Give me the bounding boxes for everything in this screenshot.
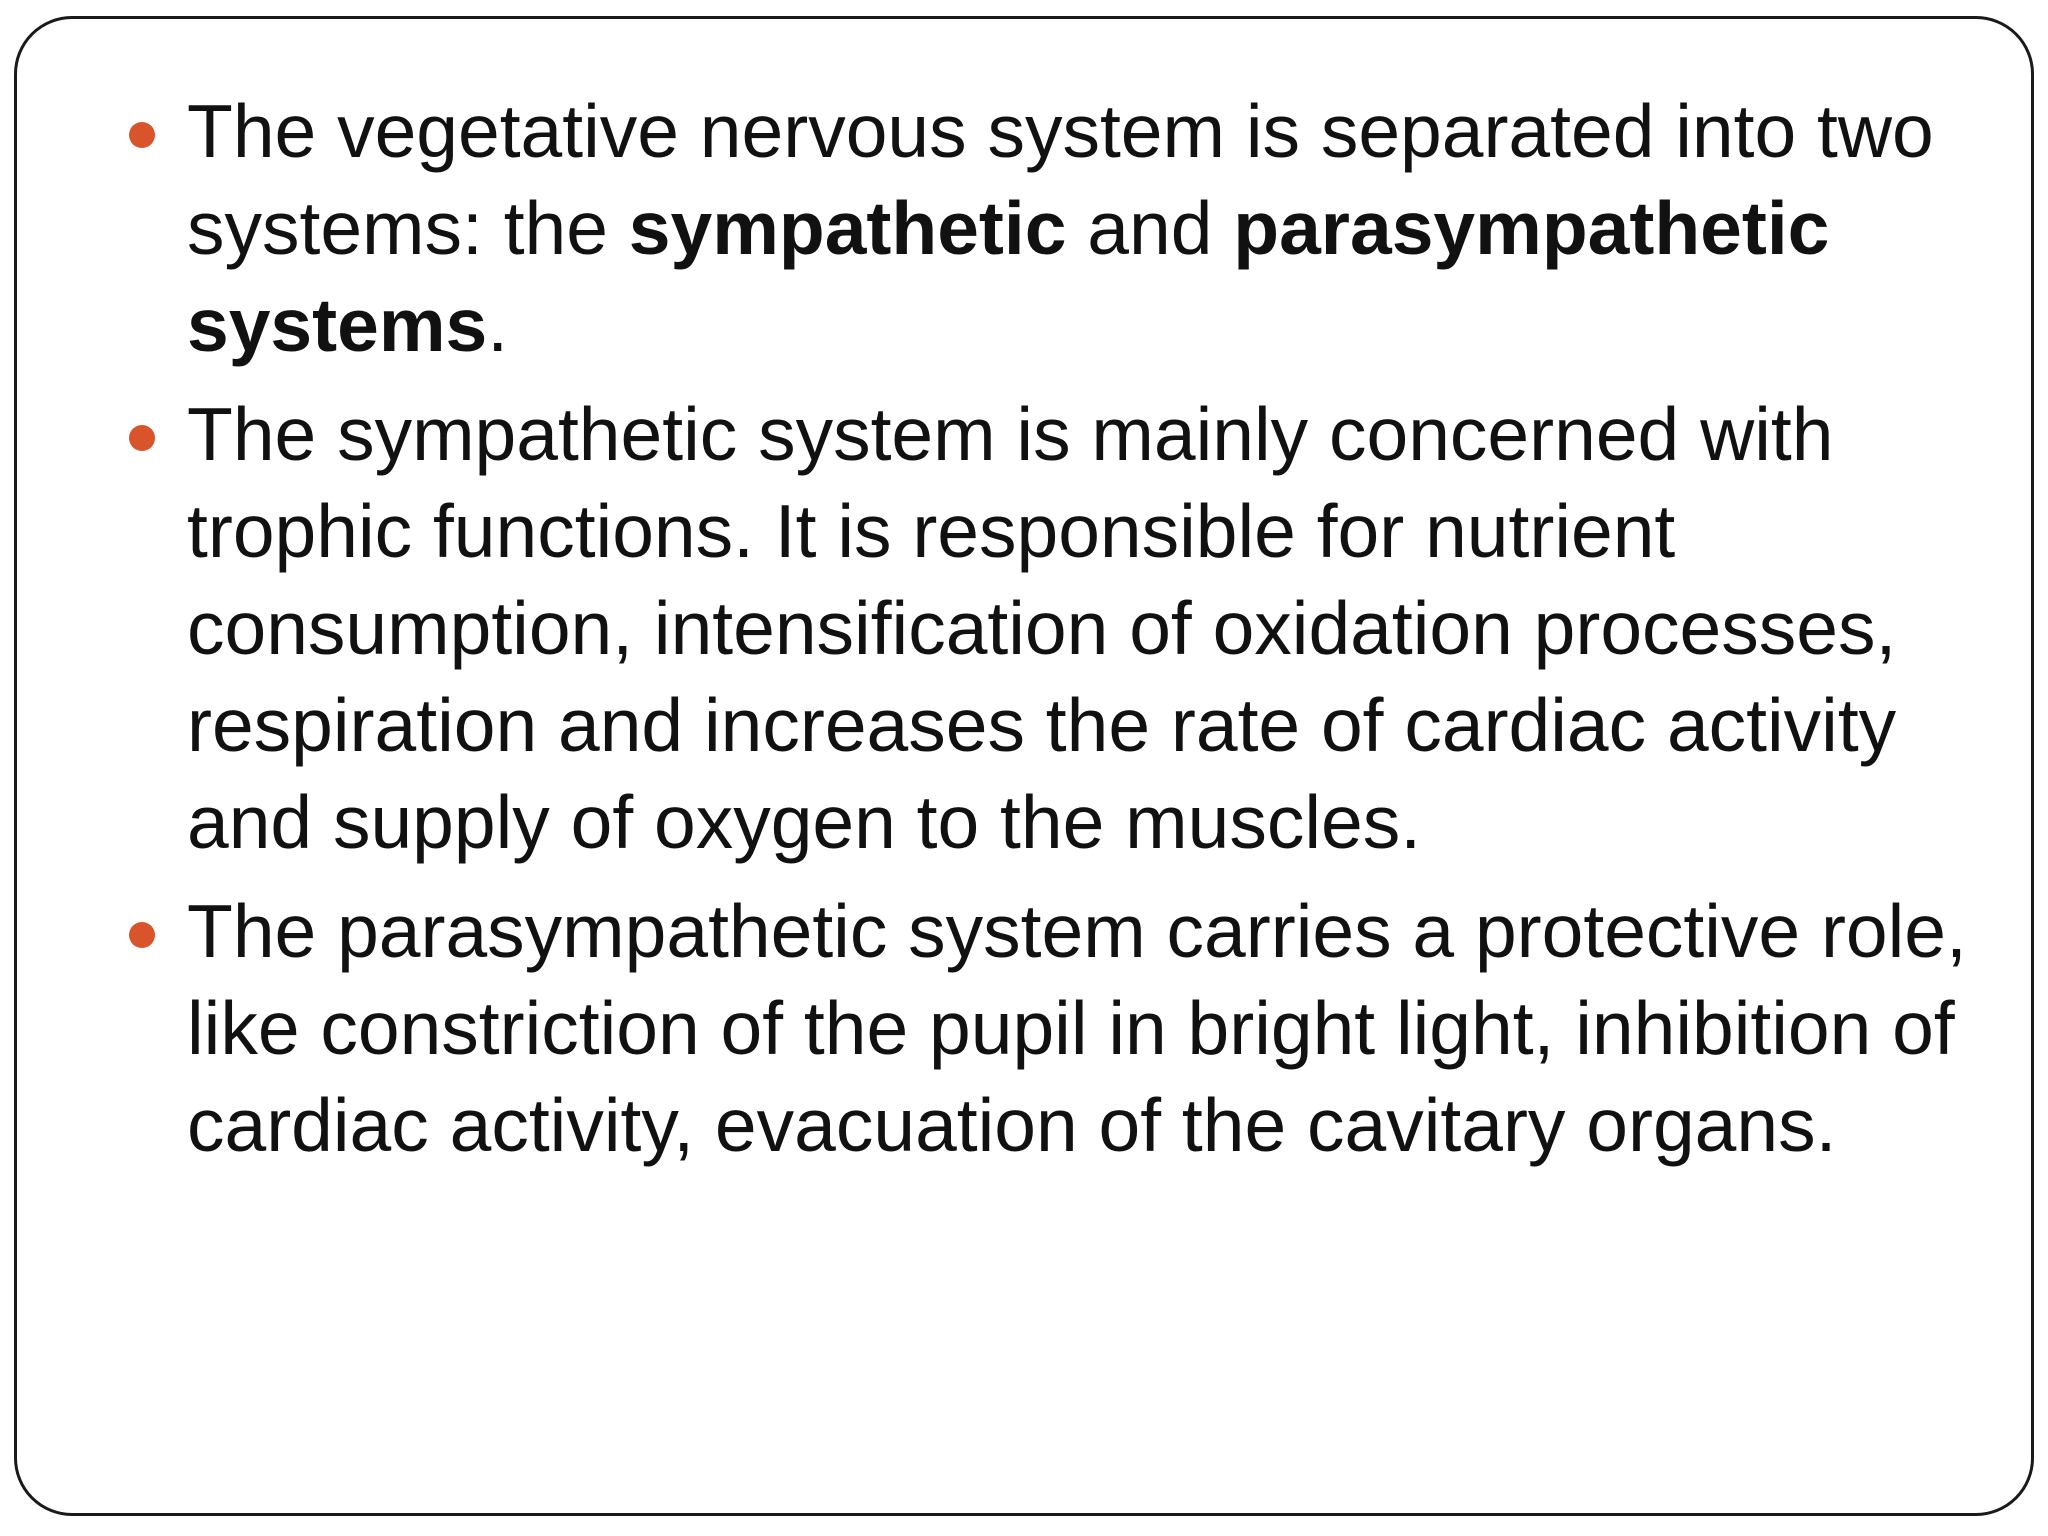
bullet-1-text-b: and bbox=[1066, 186, 1234, 270]
bullet-list bbox=[17, 83, 2037, 1186]
bullet-item-2 bbox=[17, 386, 2037, 871]
bullet-item-3 bbox=[17, 883, 2037, 1174]
bullet-dot-icon bbox=[129, 922, 155, 948]
bullet-3-text: The parasympathetic system carries a protective role, like constriction of the pupil in bright light, inhibition of cardiac activity, evacuation of the cavitary organs. bbox=[187, 889, 1967, 1167]
slide-frame bbox=[14, 16, 2034, 1516]
bullet-1-text-c: . bbox=[487, 283, 509, 367]
bullet-1-text-a: The vegetative nervous system is separated into two systems: the bbox=[187, 89, 1934, 270]
bullet-item-1 bbox=[17, 83, 2037, 374]
bullet-dot-icon bbox=[129, 122, 155, 148]
bullet-dot-icon bbox=[129, 425, 155, 451]
bullet-2-text: The sympathetic system is mainly concerned with trophic functions. It is responsible for nutrient consumption, intensification of oxidation processes, respiration and increases the rate of cardiac activity and supply of oxygen to the muscles. bbox=[187, 392, 1897, 864]
bullet-1-term-parasympathetic: parasympathetic systems bbox=[187, 186, 1830, 367]
bullet-1-term-sympathetic: sympathetic bbox=[628, 186, 1067, 270]
